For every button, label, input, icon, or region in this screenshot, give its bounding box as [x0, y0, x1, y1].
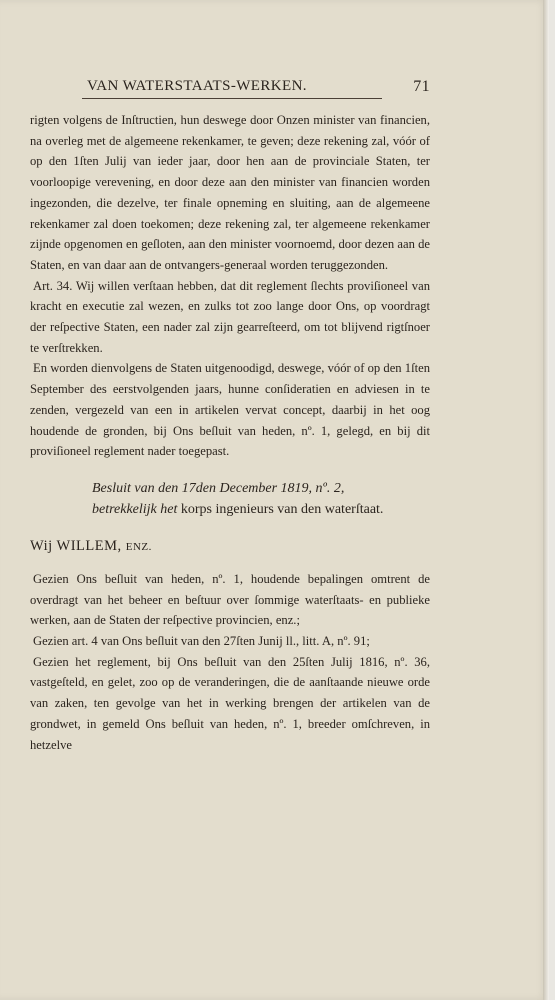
page-edge	[543, 0, 549, 1000]
paragraph-gezien-2: Gezien art. 4 van Ons beſluit van den 27ſten Junij ll., litt. A, nº. 91;	[33, 634, 370, 649]
decision-heading	[92, 478, 402, 520]
running-title: VAN WATERSTAATS-WERKEN.	[87, 78, 307, 94]
paragraph-art-34: Art. 34. Wij willen verſtaan hebben, dat dit reglement ſlechts proviſioneel van kracht en executie zal wezen, en zulks tot zoo lange door Ons, op voordragt der reſpective Staten, een nader zal zijn gearreſteerd, om tot blijvend rigtſnoer te verſtrekken.	[30, 278, 430, 355]
body-text-part2	[30, 569, 430, 755]
paragraph-invitation: En worden dienvolgens de Staten uitgenoodigd, deswege, vóór of op den 1ſten September des eerstvolgenden jaars, hunne conſideratien en adviesen in te zenden, vergezeld van een in artikelen vervat concept, daarbij in het oog houdende de gronden, bij Ons beſluit van heden, nº. 1, gelegd, en bij dit proviſioneel reglement nader toegepast.	[30, 361, 430, 459]
header-rule	[82, 98, 382, 99]
running-head	[30, 60, 430, 96]
signature-suffix: ENZ.	[125, 540, 152, 553]
signature-line	[30, 538, 430, 555]
page-content	[30, 60, 430, 755]
paragraph-gezien-3: Gezien het reglement, bij Ons beſluit van den 25ſten Julij 1816, nº. 36, vastgeſteld, en gelet, zoo op de veranderingen, die de aanſtaande nieuwe orde van zaken, ten gevolge van het in werking brengen der artikelen van de grondwet, in gemeld Ons beſluit van heden, nº. 1, breeder omſchreven, in hetzelve	[30, 654, 430, 752]
paragraph-gezien-1: Gezien Ons beſluit van heden, nº. 1, houdende bepalingen omtrent de overdragt van het beheer en beſtuur over ſommige waterſtaats- en publieke werken, aan de Staten der reſpective provincien, enz.;	[30, 571, 430, 628]
signature-name: Wij WILLEM,	[30, 537, 122, 554]
paragraph-continuation: rigten volgens de Inſtructien, hun deswege door Onzen minister van financien, na overleg met de algemeene rekenkamer, te geven; deze rekening zal, vóór of op den 1ſten Julij van ieder jaar, door hen aan de provinciale Staten, ter voorloopige verevening, en door deze aan den minister van financien worden ingezonden, die dezelve, ter finale opneming en sluiting, aan de algemeene rekenkamer zal doen toekomen; deze rekening zal, ter algemeene rekenkamer zijnde opgenomen en geſloten, aan den minister voornoemd, door dezen aan de Staten, en van daar aan de ontvangers-generaal worden teruggezonden.	[30, 113, 430, 272]
body-text-part1	[30, 110, 430, 462]
page-number: 71	[413, 78, 430, 95]
decision-heading-roman: korps ingenieurs van den waterſtaat.	[180, 501, 384, 517]
decision-heading-italic: Besluit van den 17den December 1819, nº. 2, betrekkelijk het	[92, 480, 345, 517]
